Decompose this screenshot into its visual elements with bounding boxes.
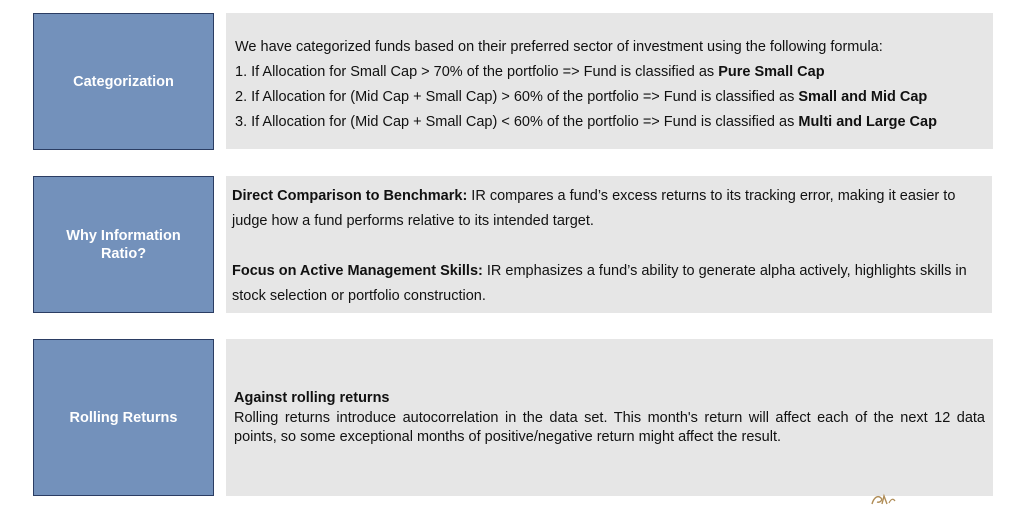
why-ir-label-line-2: Ratio? [100, 245, 147, 262]
why-ir-point-1 [232, 184, 982, 234]
categorization-label-box [33, 13, 214, 150]
why-ir-label [66, 227, 180, 263]
categorization-rule-1 [235, 60, 993, 85]
rule-3-text: 3. If Allocation for (Mid Cap + Small Cap) < 60% of the portfolio => Fund is classified as [235, 114, 799, 130]
rule-2-class: Small and Mid Cap [798, 89, 928, 105]
point-2-heading: Focus on Active Management Skills: [232, 263, 483, 279]
rule-3-class: Multi and Large Cap [798, 114, 937, 130]
point-1-heading: Direct Comparison to Benchmark: [232, 188, 468, 204]
categorization-intro: We have categorized funds based on their preferred sector of investment using the following formula: [235, 39, 883, 55]
logo-mark-icon [868, 492, 898, 505]
point-2-text: IR emphasizes a fund’s ability to generate alpha actively, highlights skills in stock selection or portfolio construction. [232, 263, 967, 304]
categorization-content [226, 13, 993, 149]
why-ir-label-box [33, 176, 214, 313]
categorization-rule-3 [235, 110, 993, 135]
rule-2-text: 2. If Allocation for (Mid Cap + Small Cap) > 60% of the portfolio => Fund is classified as [235, 89, 799, 105]
why-ir-label-line-1: Why Information [66, 227, 181, 244]
rolling-returns-heading: Against rolling returns [234, 390, 390, 406]
rolling-returns-label-box [33, 339, 214, 496]
why-ir-content [226, 176, 992, 313]
categorization-label: Categorization [73, 73, 174, 90]
why-ir-point-2 [232, 259, 982, 309]
rolling-returns-label: Rolling Returns [69, 409, 178, 426]
categorization-rule-2 [235, 85, 993, 110]
point-1-text: IR compares a fund’s excess returns to its tracking error, making it easier to judge how a fund performs relative to its intended target. [232, 188, 956, 229]
rule-1-class: Pure Small Cap [718, 64, 825, 80]
rule-1-text: 1. If Allocation for Small Cap > 70% of the portfolio => Fund is classified as [235, 64, 719, 80]
rolling-returns-content [226, 339, 993, 496]
rolling-returns-text: Rolling returns introduce autocorrelation in the data set. This month's return will affect each of the next 12 data points, so some exceptional months of positive/negative return might affect the result. [234, 409, 985, 445]
